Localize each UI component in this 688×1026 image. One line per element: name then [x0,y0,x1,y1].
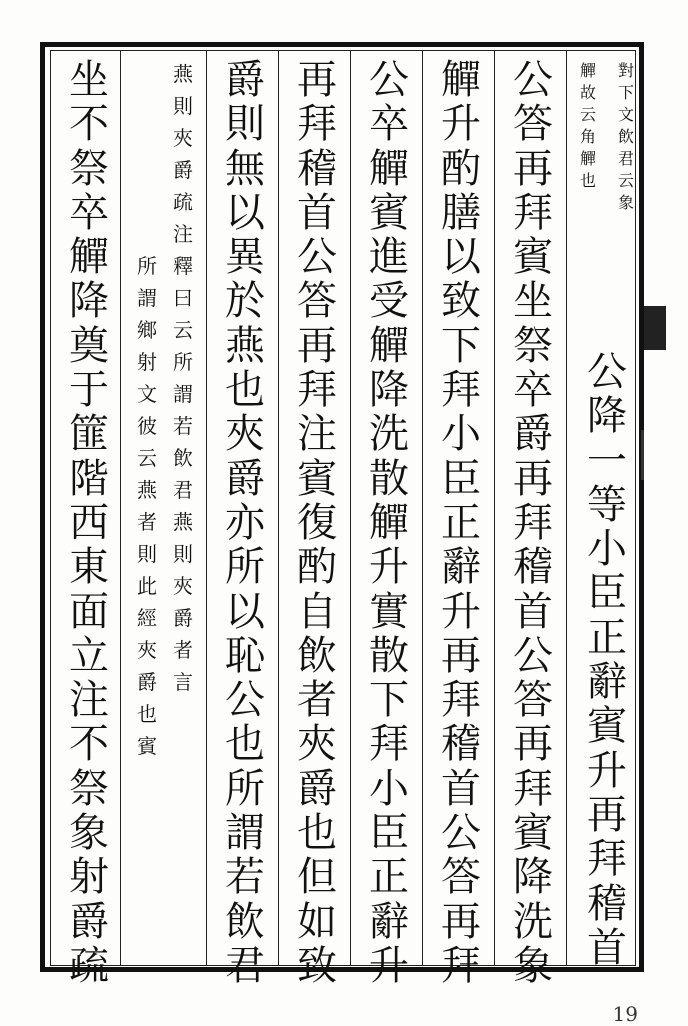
character: 云 [579,105,596,124]
character: 釋 [173,254,193,278]
character: 小 [369,765,409,812]
character: 以 [225,588,265,635]
character: 一 [587,437,627,484]
character: 賓 [297,455,337,502]
character: 文 [617,105,634,124]
character: 若 [225,854,265,901]
character: 異 [225,234,265,281]
character: 稽 [441,721,481,768]
character: 賓 [369,189,409,236]
character: 也 [225,367,265,414]
character: 飲 [225,898,265,945]
character: 也 [137,702,157,726]
character: 象 [617,193,634,212]
character: 爵 [137,670,157,694]
character: 賓 [513,234,553,281]
page-number: 19 [612,1002,638,1026]
character: 燕 [137,478,157,502]
character: 再 [513,455,553,502]
character: 賓 [137,734,157,758]
character: 降 [513,854,553,901]
character: 卒 [69,189,109,236]
character: 云 [617,171,634,190]
character: 恥 [225,632,265,679]
character: 答 [297,278,337,325]
character: 正 [587,614,627,661]
character: 拜 [297,367,337,414]
character: 西 [69,499,109,546]
character: 等 [587,481,627,528]
text-column [508,58,558,988]
character: 再 [587,791,627,838]
character: 酌 [441,145,481,192]
character: 致 [297,942,337,989]
column-rule [494,50,495,966]
character: 拜 [441,367,481,414]
character: 拜 [297,101,337,148]
character: 則 [173,94,193,118]
character: 升 [587,747,627,794]
character: 爵 [225,455,265,502]
character: 升 [369,544,409,591]
character: 者 [173,638,193,662]
character: 爵 [69,898,109,945]
character: 注 [69,677,109,724]
character: 進 [369,234,409,281]
character: 疏 [173,190,193,214]
character: 面 [69,588,109,635]
character: 下 [617,83,634,102]
character: 夾 [173,126,193,150]
column-rule [278,50,279,966]
character: 夾 [297,721,337,768]
fore-edge-mark [641,430,656,480]
character: 酌 [297,544,337,591]
character: 首 [513,588,553,635]
character: 對 [617,61,634,80]
character: 觶 [369,322,409,369]
text-column [582,350,632,970]
character: 謂 [173,382,193,406]
character: 篚 [69,411,109,458]
character: 所 [137,254,157,278]
annotation-column [578,60,598,192]
character: 公 [513,632,553,679]
character: 故 [579,83,596,102]
character: 謂 [137,286,157,310]
character: 觶 [369,499,409,546]
character: 爵 [225,57,265,103]
character: 觶 [579,61,596,80]
character: 受 [369,278,409,325]
column-rule [206,50,207,966]
column-rule [120,50,121,966]
character: 升 [369,942,409,989]
character: 拜 [587,836,627,883]
character: 公 [587,349,627,395]
character: 辭 [587,659,627,706]
character: 注 [297,411,337,458]
column-rule [350,50,351,966]
character: 致 [441,278,481,325]
character: 拜 [369,721,409,768]
character: 卒 [369,101,409,148]
character: 降 [69,278,109,325]
character: 賓 [587,703,627,750]
character: 散 [369,455,409,502]
character: 公 [369,57,409,103]
character: 祭 [513,322,553,369]
character: 拜 [441,942,481,989]
character: 膳 [441,189,481,236]
character: 辭 [369,898,409,945]
character: 於 [225,278,265,325]
character: 首 [441,765,481,812]
character: 則 [225,101,265,148]
text-column [436,58,486,988]
character: 洗 [513,898,553,945]
character: 不 [69,101,109,148]
character: 燕 [225,322,265,369]
character: 再 [513,721,553,768]
column-rule [566,50,567,966]
character: 再 [441,898,481,945]
character: 象 [513,942,553,989]
text-column [292,58,342,988]
column-rule [422,50,423,966]
character: 爵 [173,158,193,182]
character: 祭 [69,145,109,192]
character: 夾 [137,638,157,662]
character: 觶 [441,57,481,103]
character: 卒 [513,367,553,414]
character: 注 [173,222,193,246]
character: 也 [297,810,337,857]
character: 臣 [369,810,409,857]
character: 飲 [173,446,193,470]
text-column [364,58,414,988]
character: 坐 [513,278,553,325]
annotation-column [170,58,196,698]
character: 升 [441,588,481,635]
character: 所 [225,544,265,591]
character: 言 [173,670,193,694]
character: 拜 [513,189,553,236]
character: 實 [369,588,409,635]
character: 答 [513,677,553,724]
character: 以 [225,189,265,236]
character: 觶 [69,234,109,281]
character: 拜 [513,499,553,546]
character: 爵 [297,765,337,812]
character: 答 [441,854,481,901]
character: 拜 [513,765,553,812]
character: 謂 [225,810,265,857]
fore-edge-tab [644,306,666,350]
character: 爵 [173,606,193,630]
character: 也 [225,721,265,768]
character: 但 [297,854,337,901]
character: 再 [513,145,553,192]
character: 再 [297,57,337,103]
character: 云 [137,446,157,470]
character: 所 [173,350,193,374]
character: 正 [441,499,481,546]
character: 臣 [587,570,627,617]
character: 若 [173,414,193,438]
character: 不 [69,721,109,768]
character: 首 [297,189,337,236]
character: 賓 [513,810,553,857]
character: 稽 [297,145,337,192]
character: 于 [69,367,109,414]
character: 經 [137,606,157,630]
character: 夾 [225,411,265,458]
character: 也 [579,171,596,190]
character: 曰 [173,286,193,310]
character: 文 [137,382,157,406]
character: 夾 [173,574,193,598]
character: 稽 [587,880,627,927]
character: 所 [225,765,265,812]
character: 下 [441,322,481,369]
character: 彼 [137,414,157,438]
character: 燕 [173,510,193,534]
character: 東 [69,544,109,591]
character: 飲 [617,127,634,146]
character: 首 [587,924,627,971]
character: 觶 [579,149,596,168]
character: 此 [137,574,157,598]
character: 升 [441,101,481,148]
character: 下 [369,677,409,724]
character: 射 [69,854,109,901]
character: 公 [297,234,337,281]
character: 則 [137,542,157,566]
character: 君 [173,478,193,502]
character: 公 [225,677,265,724]
character: 則 [173,542,193,566]
character: 正 [369,854,409,901]
character: 立 [69,632,109,679]
character: 射 [137,350,157,374]
character: 角 [579,127,596,146]
character: 以 [441,234,481,281]
character: 階 [69,455,109,502]
character: 洗 [369,411,409,458]
character: 無 [225,145,265,192]
character: 復 [297,499,337,546]
text-column [220,58,270,988]
character: 小 [587,526,627,573]
text-column [64,58,114,988]
character: 君 [225,942,265,989]
character: 亦 [225,499,265,546]
character: 奠 [69,322,109,369]
character: 祭 [69,765,109,812]
character: 小 [441,411,481,458]
character: 再 [441,632,481,679]
character: 自 [297,588,337,635]
character: 坐 [69,57,109,103]
character: 爵 [513,411,553,458]
character: 象 [69,810,109,857]
character: 燕 [173,62,193,86]
character: 臣 [441,455,481,502]
character: 稽 [513,544,553,591]
character: 辭 [441,544,481,591]
character: 者 [297,677,337,724]
character: 云 [173,318,193,342]
annotation-column [616,60,636,214]
character: 者 [137,510,157,534]
character: 降 [369,367,409,414]
character: 散 [369,632,409,679]
character: 鄉 [137,318,157,342]
character: 再 [297,322,337,369]
annotation-column [134,250,160,762]
character: 降 [587,393,627,440]
character: 如 [297,898,337,945]
character: 公 [441,810,481,857]
character: 疏 [69,942,109,989]
character: 答 [513,101,553,148]
character: 君 [617,149,634,168]
character: 觶 [369,145,409,192]
character: 飲 [297,632,337,679]
character: 拜 [441,677,481,724]
character: 公 [513,57,553,103]
